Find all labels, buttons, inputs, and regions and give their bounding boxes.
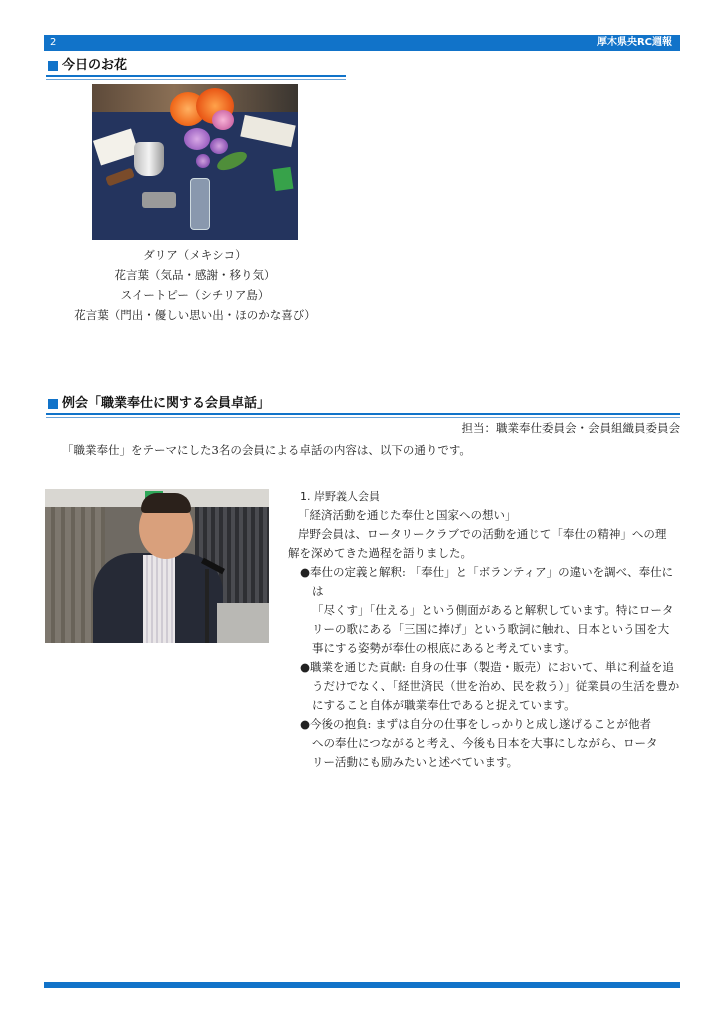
flower-caption-3: スイートピー（シチリア島） [120, 288, 270, 302]
summary-line: 岸野会員は、ロータリークラブでの活動を通じて「奉仕の精神」への理 [298, 527, 667, 541]
speaker-title: 1. 岸野義人会員 [300, 490, 380, 503]
heading-square-icon [48, 399, 58, 409]
bullet-item [288, 563, 683, 658]
bullet-line: リーの歌にある「三国に捧げ」という歌詞に触れ、日本という国を大 [312, 622, 670, 636]
flowers-heading-rule-thin [46, 79, 346, 80]
bullet-line: ●奉仕の定義と解釈: 「奉仕」と「ボランティア」の違いを調べ、奉仕には [300, 565, 674, 598]
footer-bar [44, 982, 680, 988]
talk-title: 「経済活動を通じた奉仕と国家への想い」 [298, 508, 517, 522]
flower-caption-1: ダリア（メキシコ） [143, 248, 247, 262]
flowers-heading-rule [46, 75, 346, 77]
heading-square-icon [48, 61, 58, 71]
summary-line: 解を深めてきた過程を語りました。 [288, 546, 472, 560]
page-number: 2 [50, 37, 57, 48]
flower-caption-4: 花言葉（門出・優しい思い出・ほのかな喜び） [74, 308, 316, 322]
bullet-line: ●今後の抱負: まずは自分の仕事をしっかりと成し遂げることが他者 [300, 717, 652, 731]
bullet-line: ●職業を通じた貢献: 自身の仕事（製造・販売）において、単に利益を追 [300, 660, 674, 674]
meeting-heading-rule-thin [46, 417, 680, 418]
bullet-line: 事にする姿勢が奉仕の根底にあると考えています。 [312, 641, 576, 655]
bullet-line: にすること自体が職業奉仕であると捉えています。 [312, 698, 576, 712]
speaker-article [288, 487, 683, 772]
bullet-item [288, 715, 683, 772]
flower-caption-2: 花言葉（気品・感謝・移り気） [114, 268, 276, 282]
meeting-credit: 担当：職業奉仕委員会・会員組織員委員会 [461, 421, 680, 435]
flower-arrangement-photo [92, 84, 298, 240]
publication-title: 厚木県央RC週報 [596, 37, 672, 48]
meeting-heading-rule [46, 413, 680, 415]
speaker-photo [45, 489, 269, 643]
meeting-intro: 「職業奉仕」をテーマにした3名の会員による卓話の内容は、以下の通りです。 [62, 443, 471, 457]
header-bar [44, 35, 680, 51]
bullet-line: うだけでなく、「経世済民（世を治め、民を救う）」従業員の生活を豊か [312, 679, 680, 693]
bullet-line: への奉仕につながると考え、今後も日本を大事にしながら、ロータ [312, 736, 658, 750]
bullet-line: リー活動にも励みたいと述べています。 [312, 755, 519, 769]
meeting-section-heading [48, 396, 270, 412]
bullet-line: 「尽くす」「仕える」という側面があると解釈しています。特にロータ [312, 603, 674, 617]
meeting-heading-text: 例会「職業奉仕に関する会員卓話」 [62, 396, 271, 411]
bullet-item [288, 658, 683, 715]
flowers-section-heading [48, 58, 127, 74]
flowers-heading-text: 今日のお花 [62, 58, 128, 73]
